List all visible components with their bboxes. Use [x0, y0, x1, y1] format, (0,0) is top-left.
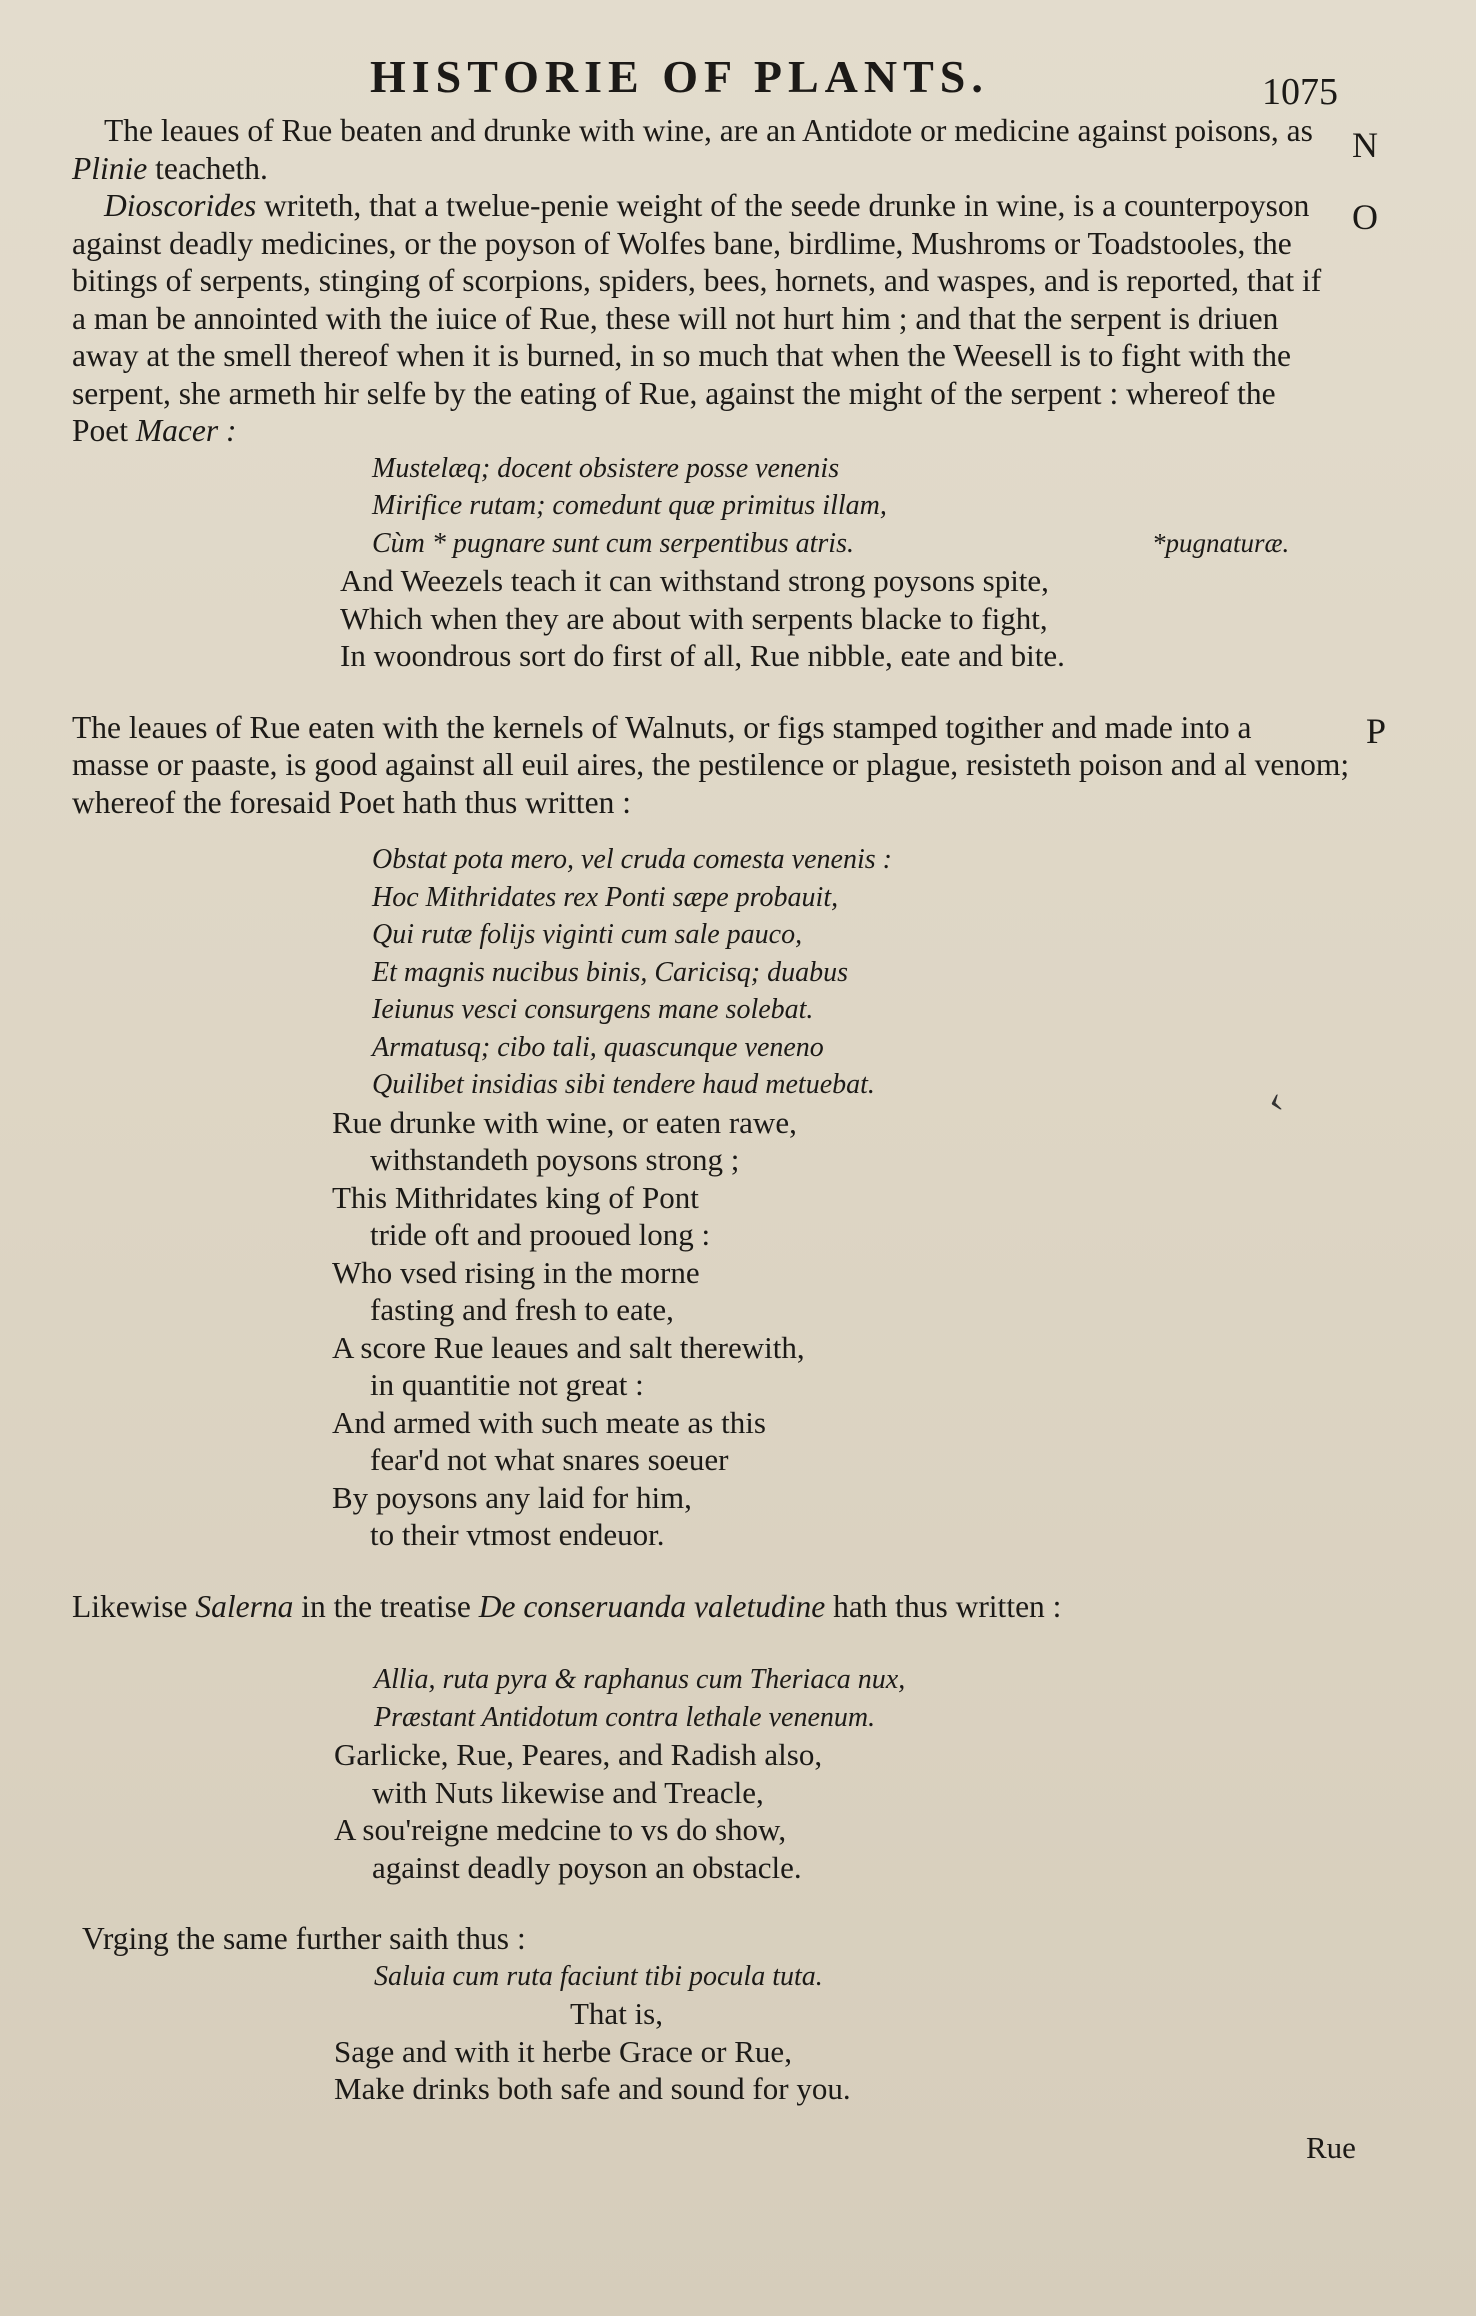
catchword: Rue [1306, 2130, 1356, 2165]
english-verse-line: Which when they are about with serpents blacke to fight, [340, 600, 1048, 636]
verse-4 [374, 1958, 1392, 2033]
paragraph-4 [72, 1588, 1392, 1626]
latin-verse-line: Et magnis nucibus binis, Caricisq; duabus [372, 956, 849, 988]
paragraph-line: Vrging the same further saith thus : [82, 1921, 526, 1956]
paragraph-line: Poet [72, 413, 136, 448]
paragraph-1 [72, 112, 1392, 187]
verse-2-english [332, 1104, 1392, 1554]
paragraph-line: The leaues of Rue beaten and drunke with wine, are an Antidote or medicine against poisons, as [104, 113, 1313, 148]
margin-letter-n: N [1352, 125, 1378, 165]
page-number: 1075 [1262, 71, 1338, 113]
latin-verse-line: Mustelæq; docent obsistere posse venenis [372, 452, 840, 484]
verse-connector: That is, [570, 1996, 663, 2031]
latin-verse-line: Allia, ruta pyra & raphanus cum Theriaca nux, [374, 1664, 906, 1695]
english-verse-line: tride oft and prooued long : [370, 1217, 711, 1252]
margin-letter-o: O [1352, 197, 1378, 237]
latin-verse-line: Ieiunus vesci consurgens mane solebat. [372, 994, 814, 1025]
latin-verse-line: Obstat pota mero, vel cruda comesta venenis : [372, 844, 892, 875]
latin-verse-line: Qui rutæ folijs viginti cum sale pauco, [372, 919, 803, 950]
english-verse-line: This Mithridates king of Pont [332, 1179, 699, 1215]
english-verse-line: And Weezels teach it can withstand strong poysons spite, [340, 563, 1049, 598]
paragraph-line: whereof the foresaid Poet hath thus written : [72, 784, 631, 820]
english-verse-line: fear'd not what snares soeuer [370, 1442, 729, 1477]
english-verse-line: A score Rue leaues and salt therewith, [332, 1329, 805, 1365]
english-verse-line: Make drinks both safe and sound for you. [334, 2071, 851, 2106]
english-verse-line: in quantitie not great : [370, 1367, 644, 1402]
paragraph-3 [72, 709, 1392, 822]
latin-verse-line: Armatusq; cibo tali, quascunque veneno [372, 1031, 824, 1063]
english-verse-line: Garlicke, Rue, Peares, and Radish also, [334, 1737, 823, 1772]
paragraph-line: The leaues of Rue eaten with the kernels of Walnuts, or figs stamped togither and made into a [72, 709, 1252, 745]
running-title: HISTORIE OF PLANTS. [370, 51, 989, 102]
latin-verse-line: Mirifice rutam; comedunt quæ primitus illam, [372, 490, 887, 521]
paragraph-line: bitings of serpents, stinging of scorpions, spiders, bees, hornets, and waspes, and is reported, that if [72, 263, 1322, 298]
paragraph-text: Likewise [72, 1588, 196, 1624]
main-text [72, 112, 1392, 2108]
latin-verse-line: Præstant Antidotum contra lethale venenum. [374, 1701, 876, 1733]
english-verse-line: In woondrous sort do first of all, Rue nibble, eate and bite. [340, 638, 1065, 673]
paragraph-line: writeth, that a twelue-penie weight of the seede drunke in wine, is a counterpoyson [256, 188, 1310, 223]
paragraph-line: serpent, she armeth hir selfe by the eating of Rue, against the might of the serpent : whereof the [72, 375, 1276, 411]
english-verse-line: fasting and fresh to eate, [370, 1292, 674, 1327]
paragraph-line: against deadly medicines, or the poyson of Wolfes bane, birdlime, Mushroms or Toadstooles, the [72, 225, 1292, 261]
treatise-title: De conseruanda valetudine [478, 1588, 826, 1624]
latin-verse-line: Hoc Mithridates rex Ponti sæpe probauit, [372, 881, 839, 913]
english-verse-line: to their vtmost endeuor. [370, 1517, 665, 1552]
latin-verse-line: Saluia cum ruta faciunt tibi pocula tuta. [374, 1960, 823, 1992]
english-verse-line: withstandeth poysons strong ; [370, 1142, 740, 1177]
author-name: Dioscorides [104, 188, 257, 223]
paragraph-line: a man be annointed with the iuice of Rue, these will not hurt him ; and that the serpent is driuen [72, 300, 1279, 336]
margin-letter-p: P [1366, 711, 1387, 751]
paragraph-text: in the treatise [293, 1588, 479, 1624]
latin-verse-line: Quilibet insidias sibi tendere haud metuebat. [372, 1069, 875, 1100]
author-name: Plinie [72, 150, 148, 186]
stray-mark: ‹ [1262, 1075, 1287, 1122]
verse-4-english [334, 2033, 1392, 2108]
verse-3-latin [374, 1661, 1392, 1736]
side-note: *pugnaturæ. [1152, 528, 1290, 558]
english-verse-line: with Nuts likewise and Treacle, [372, 1774, 764, 1810]
paragraph-line: away at the smell thereof when it is burned, in so much that when the Weesell is to fight with the [72, 338, 1291, 373]
english-verse-line: against deadly poyson an obstacle. [372, 1849, 802, 1885]
author-name: Salerna [195, 1588, 294, 1624]
verse-1 [372, 450, 1392, 563]
verse-1-english [340, 562, 1392, 675]
verse-2-latin [372, 841, 1392, 1104]
latin-verse-line: Cùm * pugnare sunt cum serpentibus atris. [372, 527, 854, 559]
paragraph-2 [72, 187, 1392, 450]
paragraph-text: hath thus written : [825, 1588, 1062, 1624]
english-verse-line: Rue drunke with wine, or eaten rawe, [332, 1104, 797, 1140]
english-verse-line: And armed with such meate as this [332, 1404, 766, 1440]
english-verse-line: A sou'reigne medcine to vs do show, [334, 1812, 787, 1847]
paragraph-5 [82, 1920, 1392, 1958]
english-verse-line: Sage and with it herbe Grace or Rue, [334, 2033, 792, 2069]
english-verse-line: Who vsed rising in the morne [332, 1254, 700, 1290]
english-verse-line: By poysons any laid for him, [332, 1479, 692, 1515]
running-header [0, 50, 1476, 113]
author-name: Macer : [135, 413, 237, 448]
verse-3-english [334, 1736, 1392, 1886]
paragraph-line: masse or paaste, is good against all euil aires, the pestilence or plague, resisteth poison and al venom; [72, 747, 1350, 782]
paragraph-line: teacheth. [147, 150, 268, 186]
